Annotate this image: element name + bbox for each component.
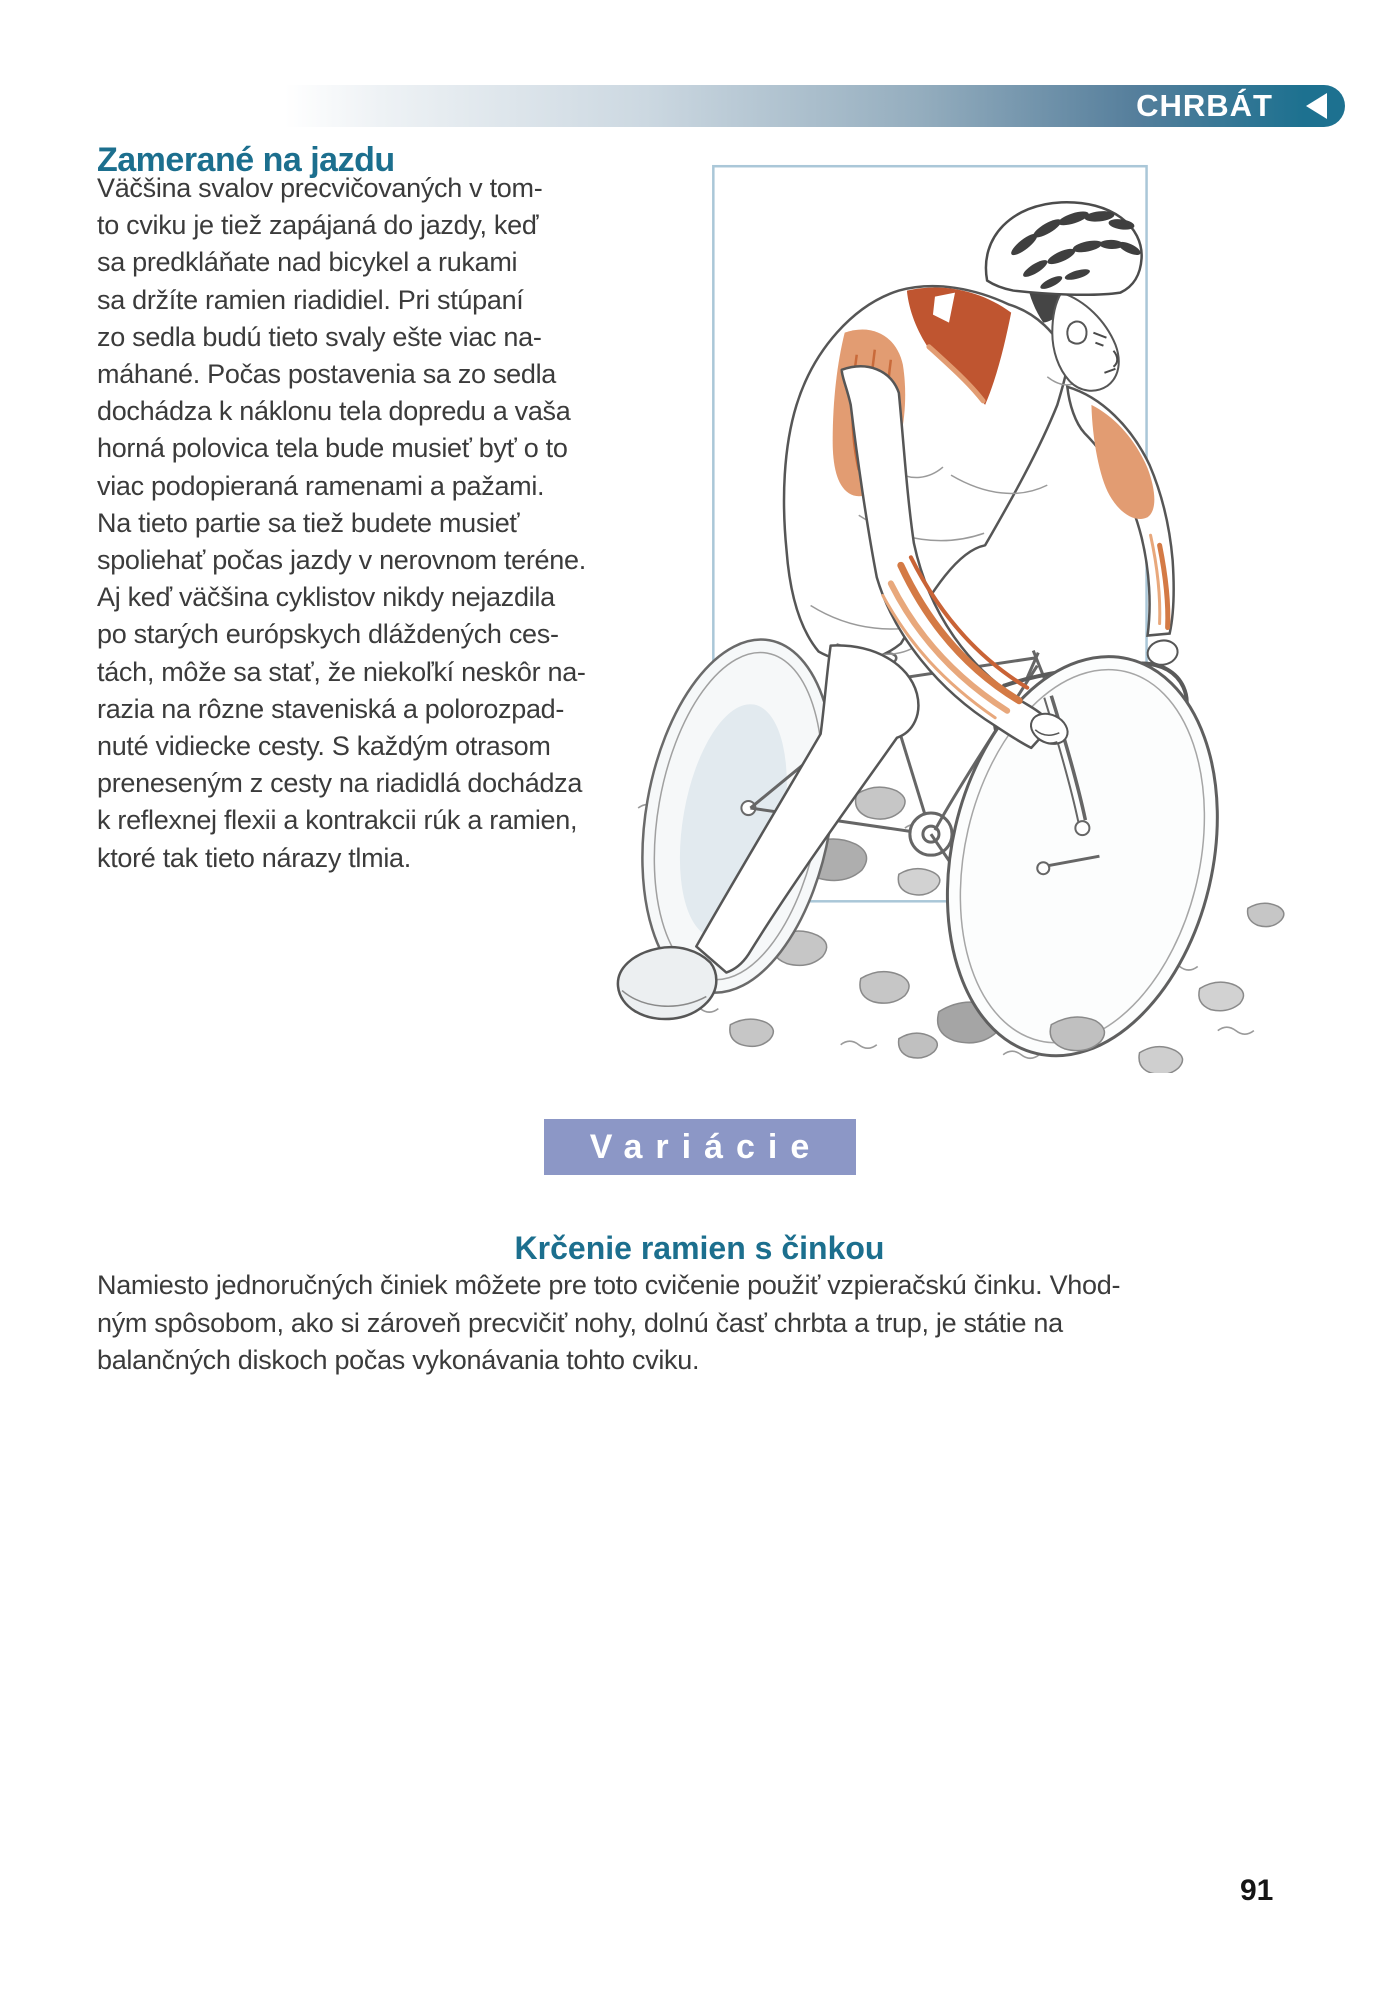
back-arrow-icon <box>1306 93 1327 119</box>
intro-paragraph <box>97 170 586 877</box>
section-tab-chrbat <box>285 85 1345 127</box>
variation-line: balančných diskoch počas vykonávania tohto cviku. <box>97 1345 700 1375</box>
variation-line: ným spôsobom, ako si zároveň precvičiť nohy, dolnú časť chrbta a trup, je státie na <box>97 1307 1063 1338</box>
intro-line: Na tieto partie sa tiež budete musieť <box>97 507 520 538</box>
intro-line: razia na rôzne staveniská a polorozpad- <box>97 693 565 724</box>
helmet <box>986 202 1142 295</box>
intro-line: spoliehať počas jazdy v nerovnom teréne. <box>97 545 586 576</box>
variations-banner: Variácie <box>544 1119 856 1175</box>
intro-line: Väčšina svalov precvičovaných v tom- <box>97 173 543 203</box>
variation-paragraph <box>97 1267 1332 1380</box>
cyclist-illustration <box>598 163 1300 1073</box>
variation-line: Namiesto jednoručných činiek môžete pre toto cvičenie použiť vzpieračskú činku. Vhod- <box>97 1270 1121 1300</box>
intro-line: máhané. Počas postavenia sa zo sedla <box>97 359 556 390</box>
page-title: Zamerané na jazdu <box>97 140 395 179</box>
intro-line: sa držíte ramien riadidiel. Pri stúpaní <box>97 284 524 315</box>
intro-line: nuté vidiecke cesty. S každým otrasom <box>97 731 551 762</box>
intro-line: dochádza k náklonu tela dopredu a vaša <box>97 396 571 427</box>
variation-title: Krčenie ramien s činkou <box>514 1229 885 1266</box>
intro-line: po starých európskych dláždených ces- <box>97 619 559 650</box>
intro-line: k reflexnej flexii a kontrakcii rúk a ramien, <box>97 805 578 836</box>
intro-line: Aj keď väčšina cyklistov nikdy nejazdila <box>97 582 555 613</box>
intro-line: sa predkláňate nad bicykel a rukami <box>97 247 518 278</box>
intro-line: ktoré tak tieto nárazy tlmia. <box>97 842 411 873</box>
intro-line: viac podopieraná ramenami a pažami. <box>97 470 545 501</box>
intro-line: preneseným z cesty na riadidlá dochádza <box>97 768 583 799</box>
cyclist-drawing <box>598 163 1300 1073</box>
rider-far-arm <box>1067 387 1179 667</box>
intro-line: zo sedla budú tieto svaly ešte viac na- <box>97 321 542 352</box>
intro-line: to cviku je tiež zapájaná do jazdy, keď <box>97 210 539 241</box>
intro-line: tách, môže sa stať, že niekoľkí neskôr na- <box>97 656 586 687</box>
section-tab-label: CHRBÁT <box>1136 88 1273 123</box>
intro-line: horná polovica tela bude musieť byť o to <box>97 433 568 464</box>
page-number: 91 <box>1240 1874 1274 1907</box>
